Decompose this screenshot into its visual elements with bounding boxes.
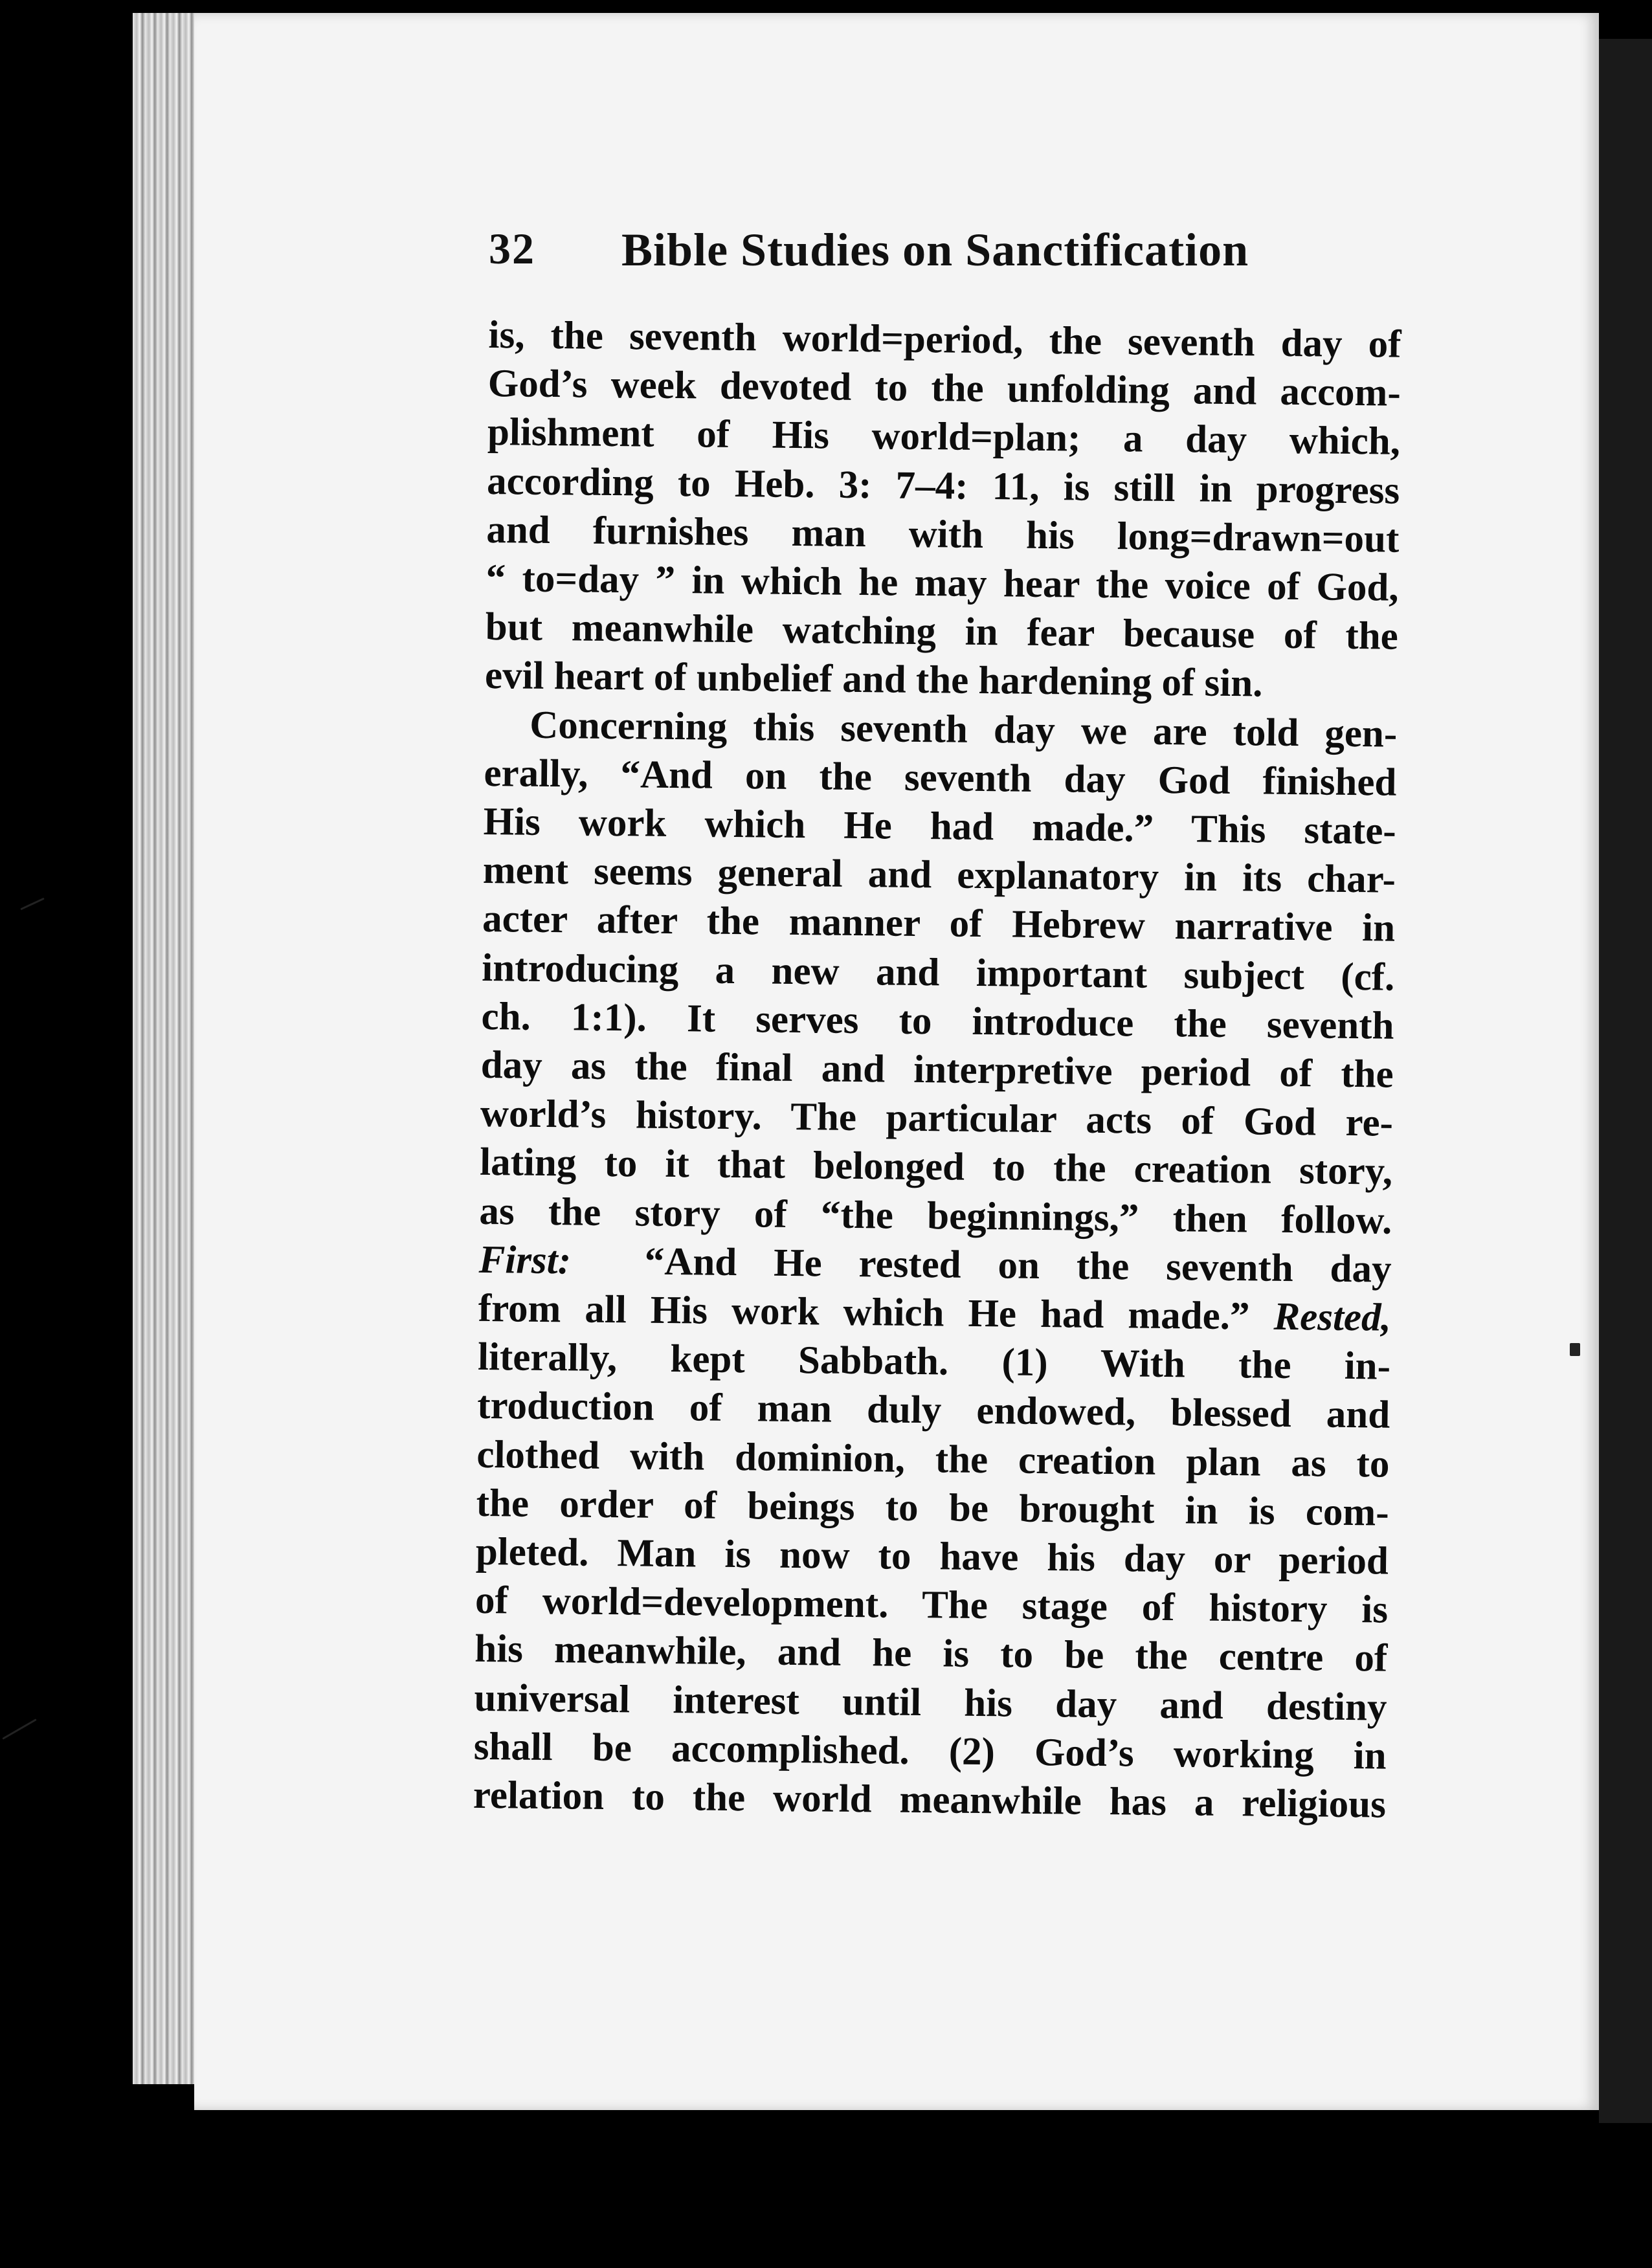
scan-fleck bbox=[20, 898, 45, 911]
text-line: as the story of “the beginnings,” then follow. bbox=[479, 1189, 1392, 1243]
body-text bbox=[473, 311, 1401, 1829]
italic-first: First: bbox=[478, 1238, 572, 1283]
scan-fleck bbox=[1570, 1343, 1580, 1356]
text-line: but meanwhile watching in fear because of the bbox=[485, 605, 1399, 658]
text-line: the order of beings to be brought in is com- bbox=[476, 1481, 1389, 1535]
paragraph-2 bbox=[473, 700, 1398, 1829]
running-title: Bible Studies on Sanctification bbox=[621, 224, 1249, 276]
text-line: universal interest until his day and destiny bbox=[474, 1676, 1387, 1729]
paragraph-1 bbox=[485, 311, 1401, 709]
page-number: 32 bbox=[489, 224, 535, 273]
scan-fleck bbox=[2, 1718, 36, 1740]
text-line: lating to it that belonged to the creation story, bbox=[479, 1140, 1393, 1194]
text-line: pleted. Man is now to have his day or period bbox=[475, 1529, 1389, 1583]
text-line: acter after the manner of Hebrew narrative in bbox=[482, 897, 1396, 951]
text-line: erally, “And on the seventh day God finished bbox=[484, 751, 1397, 805]
text-line: day as the final and interpretive period of the bbox=[480, 1043, 1394, 1096]
text-line: Concerning this seventh day we are told gen- bbox=[529, 703, 1398, 756]
text-line: of world=development. The stage of history is bbox=[474, 1579, 1389, 1632]
text-line: shall be accomplished. (2) God’s working in bbox=[473, 1724, 1387, 1778]
text-line: his meanwhile, and he is to be the centre of bbox=[474, 1627, 1388, 1681]
text-line: ch. 1:1). It serves to introduce the seventh bbox=[481, 994, 1394, 1048]
text-line: introducing a new and important subject (cf. bbox=[482, 946, 1395, 999]
text-line: “ to=day ” in which he may hear the voice of God, bbox=[486, 556, 1399, 610]
text-line: is, the seventh world=period, the seventh day of bbox=[488, 313, 1401, 366]
text-line: plishment of His world=plan; a day which, bbox=[487, 410, 1401, 464]
text-line: clothed with dominion, the creation plan as to bbox=[476, 1432, 1390, 1486]
text-segment: “And He rested on the seventh day bbox=[644, 1240, 1392, 1291]
text-line: ment seems general and explanatory in its char- bbox=[482, 849, 1396, 902]
text-line: and furnishes man with his long=drawn=out bbox=[486, 507, 1400, 561]
text-segment: from all His work which He had made.” bbox=[478, 1286, 1250, 1339]
text-line: world’s history. The particular acts of God re- bbox=[480, 1092, 1394, 1145]
binding-gutter bbox=[1599, 39, 1652, 2123]
italic-rested: Rested, bbox=[1273, 1295, 1392, 1340]
text-line: His work which He had made.” This state- bbox=[483, 799, 1397, 853]
text-line: according to Heb. 3: 7–4: 11, is still in progress bbox=[486, 459, 1400, 513]
text-line: God’s week devoted to the unfolding and accom- bbox=[487, 362, 1401, 415]
text-line: literally, kept Sabbath. (1) With the in- bbox=[477, 1335, 1391, 1388]
page-header bbox=[489, 223, 1266, 295]
text-line: troduction of man duly endowed, blessed and bbox=[476, 1384, 1390, 1438]
text-line: relation to the world meanwhile has a religious bbox=[473, 1773, 1387, 1827]
text-line: evil heart of unbelief and the hardening of sin. bbox=[484, 654, 1263, 706]
